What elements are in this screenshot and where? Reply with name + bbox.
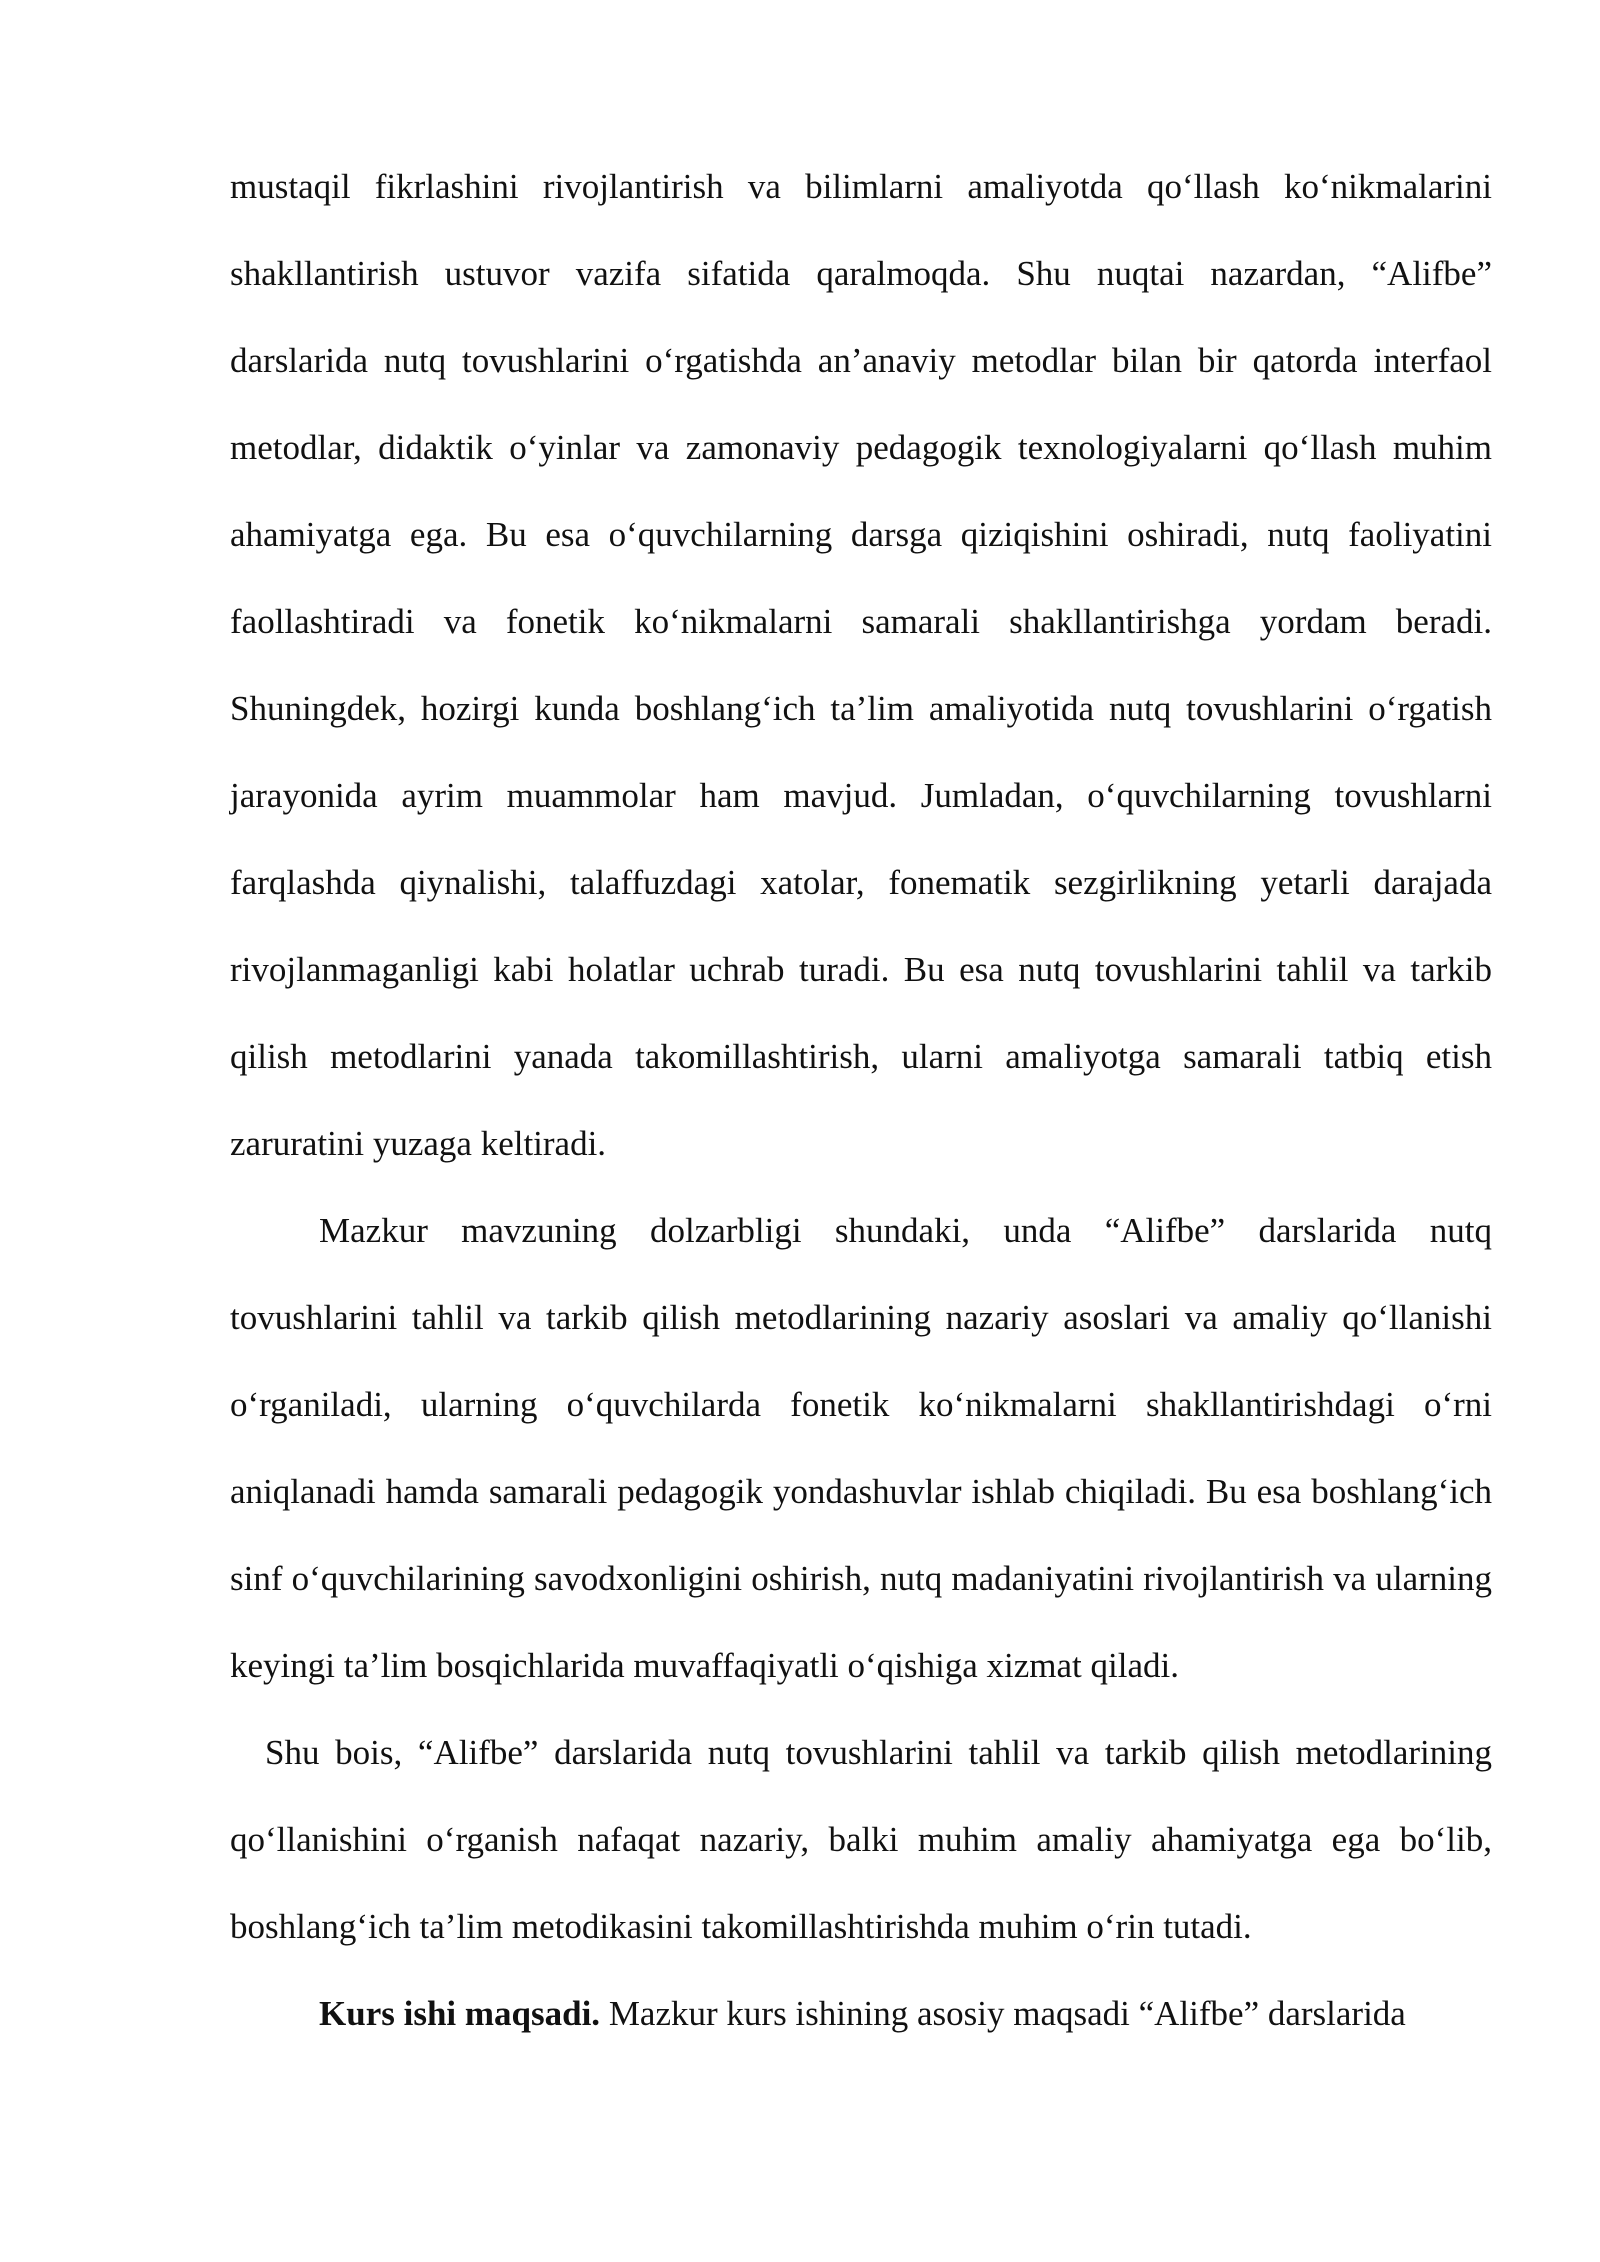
document-body [230, 143, 1492, 2057]
course-goal-text: Mazkur kurs ishining asosiy maqsadi “Alifbe” darslarida [600, 1994, 1406, 2033]
paragraph-significance: Shu bois, “Alifbe” darslarida nutq tovushlarini tahlil va tarkib qilish metodlarining qo‘llanishini o‘rganish nafaqat nazariy, balki muhim amaliy ahamiyatga ega bo‘lib, boshlang‘ich ta’lim metodikasini takomillashtirishda muhim o‘rin tutadi. [230, 1733, 1492, 1946]
paragraph-course-goal [230, 1970, 1492, 2057]
paragraph-continuation: mustaqil fikrlashini rivojlantirish va bilimlarni amaliyotda qo‘llash ko‘nikmalarini shakllantirish ustuvor vazifa sifatida qaralmoqda. Shu nuqtai nazardan, “Alifbe” darslarida nutq tovushlarini o‘rgatishda an’anaviy metodlar bilan bir qatorda interfaol metodlar, didaktik o‘yinlar va zamonaviy pedagogik texnologiyalarni qo‘llash muhim ahamiyatga ega. Bu esa o‘quvchilarning darsga qiziqishini oshiradi, nutq faoliyatini faollashtiradi va fonetik ko‘nikmalarni samarali shakllantirishga yordam beradi. Shuningdek, hozirgi kunda boshlang‘ich ta’lim amaliyotida nutq tovushlarini o‘rgatish jarayonida ayrim muammolar ham mavjud. Jumladan, o‘quvchilarning tovushlarni farqlashda qiynalishi, talaffuzdagi xatolar, fonematik sezgirlikning yetarli darajada rivojlanmaganligi kabi holatlar uchrab turadi. Bu esa nutq tovushlarini tahlil va tarkib qilish metodlarini yanada takomillashtirish, ularni amaliyotga samarali tatbiq etish zaruratini yuzaga keltiradi. [230, 167, 1492, 1163]
paragraph-relevance: Mazkur mavzuning dolzarbligi shundaki, unda “Alifbe” darslarida nutq tovushlarini tahlil va tarkib qilish metodlarining nazariy asoslari va amaliy qo‘llanishi o‘rganiladi, ularning o‘quvchilarda fonetik ko‘nikmalarni shakllantirishdagi o‘rni aniqlanadi hamda samarali pedagogik yondashuvlar ishlab chiqiladi. Bu esa boshlang‘ich sinf o‘quvchilarining savodxonligini oshirish, nutq madaniyatini rivojlantirish va ularning keyingi ta’lim bosqichlarida muvaffaqiyatli o‘qishiga xizmat qiladi. [230, 1211, 1492, 1685]
course-goal-heading: Kurs ishi maqsadi. [319, 1994, 601, 2033]
